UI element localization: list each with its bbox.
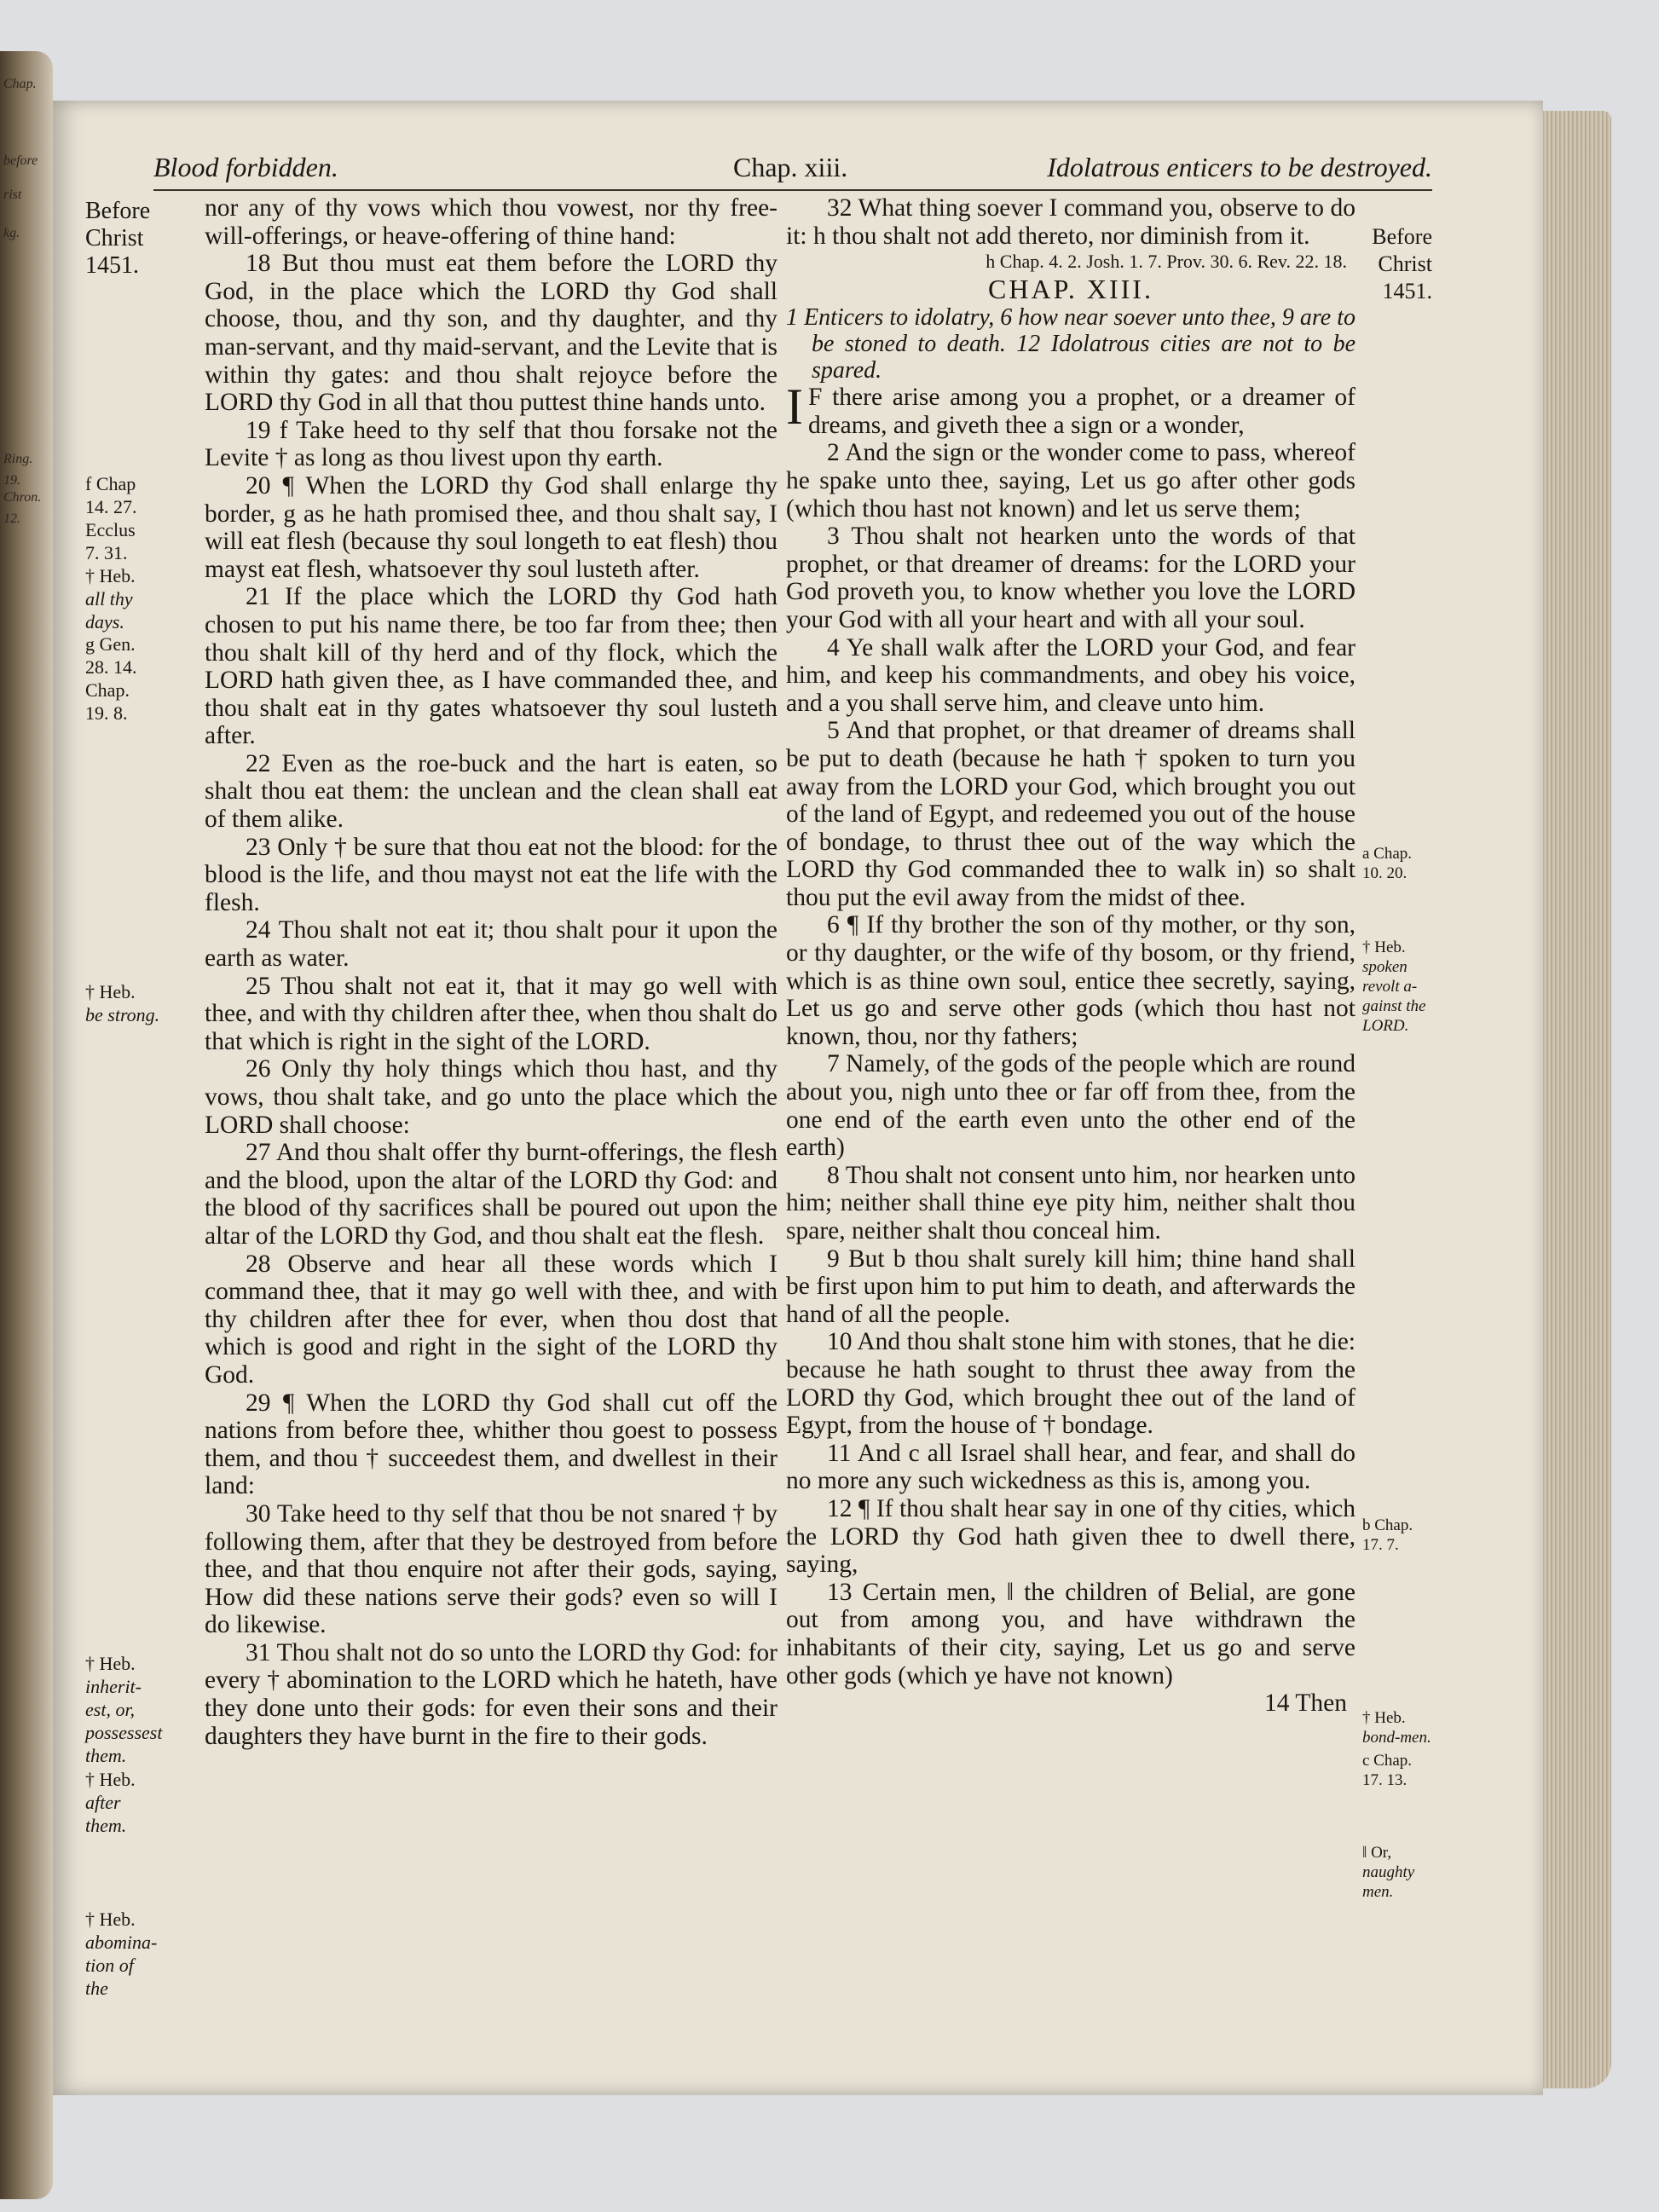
margin-note [85,1768,194,1837]
note-line: 19. 8. [85,702,128,724]
fragment-line: Chron. [3,490,42,505]
note-line: men. [1362,1883,1394,1901]
note-line: naughty [1362,1863,1415,1881]
right-margin-notes [1362,801,1432,1995]
margin-note [85,632,194,725]
note-line: † Heb. [85,1909,136,1930]
verse: 9 But b thou shalt surely kill him; thine hand shall be first upon him to put him to death, and afterwards the hand of all the people. [786,1245,1356,1328]
verse: 31 Thou shalt not do so unto the LORD thy God: for every † abomination to the LORD which he hateth, have they done unto their gods: for even their sons and their daughters they have burnt in the fire to their gods. [205,1638,777,1750]
margin-note [85,980,194,1026]
verse: 3 Thou shalt not hearken unto the words of that prophet, or that dreamer of dreams: for the LORD your God proveth you, to know whether you love the LORD your God with all your heart and with all your soul. [786,523,1356,633]
note-line: after [85,1792,121,1813]
running-head-chapter: Chap. xiii. [733,152,848,182]
note-line: † Heb. [85,1769,136,1790]
note-line: † Heb. [85,565,136,586]
verse: 8 Thou shalt not consent unto him, nor hearken unto him; neither shall thine eye pity him, neither shalt thou spare, neither shalt thou conceal him. [786,1161,1356,1245]
left-margin-notes [85,194,194,2053]
margin-note [1362,1708,1434,1747]
running-head-right: Idolatrous enticers to be destroyed. [1047,152,1432,182]
note-line: the [85,1978,108,1999]
verse: 28 Observe and hear all these words which I command thee, that it may go well with thee, and with thy children after thee for ever, when thou dost that which is good and right in the sight of the LORD thy God. [205,1250,777,1389]
margin-note [85,472,194,564]
verse: 10 And thou shalt stone him with stones, that he die: because he hath sought to thrust thee away from the LORD thy God, which brought thee out of the land of Egypt, from the house of † bondage. [786,1328,1356,1440]
verse: 7 Namely, of the gods of the people which are round about you, nigh unto thee or far off from thee, from the one end of the earth even unto the other end of the earth) [786,1050,1356,1162]
fragment-line: rist [3,188,22,202]
note-line: abomina- [85,1932,158,1953]
note-line: possessest [85,1722,163,1743]
footnote: h Chap. 4. 2. Josh. 1. 7. Prov. 30. 6. Rev. 22. 18. [986,251,1347,273]
note-line: revolt a- [1362,978,1418,996]
era-before: Before [1372,224,1432,249]
verse: 30 Take heed to thy self that thou be not snared † by following them, after that they be destroyed from before thee, and that thou enquire not after their gods, saying, How did these nations serve their gods? even so will I do likewise. [205,1499,777,1639]
verse: 27 And thou shalt offer thy burnt-offerings, the flesh and the blood, upon the altar of the LORD thy God: and the blood of thy sacrifices shall be poured out upon the altar of the LORD thy God, and thou shalt eat the flesh. [205,1139,777,1250]
margin-note [1362,1843,1434,1902]
note-line: spoken [1362,958,1408,976]
verse: 23 Only † be sure that thou eat not the blood: for the blood is the life, and thou mayst not eat the life with the flesh. [205,833,777,916]
margin-note [85,1652,194,1767]
note-line: Chap. [85,679,130,701]
chapter-title: CHAP. XIII. [988,274,1153,305]
verse: 26 Only thy holy things which thou hast, and thy vows, thou shalt take, and go unto the place which the LORD shall choose: [205,1055,777,1139]
note-line: them. [85,1815,127,1836]
verse: 13 Certain men, ‖ the children of Belial, are gone out from among you, and have withdrawn the inhabitants of their city, saying, Let us go and serve other gods (which ye have not known) [786,1578,1356,1689]
note-line: b Chap. [1362,1516,1413,1534]
era-year: 1451. [85,252,139,279]
verse: 12 ¶ If thou shalt hear say in one of thy cities, which the LORD thy God hath given thee to dwell there, saying, [786,1494,1356,1579]
note-line: 7. 31. [85,542,128,563]
running-head [153,152,1432,194]
verse: 24 Thou shalt not eat it; thou shalt pour it upon the earth as water. [205,916,777,973]
fragment-line: 19. [3,473,20,488]
note-line: all thy [85,588,133,609]
margin-note [85,564,194,633]
note-line: a Chap. [1362,845,1413,863]
note-line: days. [85,611,124,632]
right-era-label [1330,223,1432,305]
verse: 2 And the sign or the wonder come to pass, whereof he spake unto thee, saying, Let us go after other gods (which thou hast not known) and let us serve them; [786,439,1356,523]
verse: 4 Ye shall walk after the LORD your God, and fear him, and keep his commandments, and obey his voice, and a you shall serve him, and cleave unto him. [786,633,1356,717]
note-line: LORD. [1362,1017,1409,1035]
note-line: them. [85,1745,127,1766]
note-line: g Gen. [85,633,136,655]
margin-note [1362,1751,1434,1790]
chapter-summary: 1 Enticers to idolatry, 6 how near soever unto thee, 9 are to be stoned to death. 12 Idolatrous cities are not to be spared. [786,304,1356,384]
note-line: † Heb. [1362,939,1406,956]
note-line: Ecclus [85,519,136,540]
verse-1 [786,378,1356,439]
fragment-line: Ring. [3,452,33,466]
note-line: 17. 13. [1362,1771,1408,1789]
note-line: f Chap [85,473,136,494]
note-line: † Heb. [85,1653,136,1674]
note-line: tion of [85,1955,134,1976]
fragment-line: Chap. [3,77,37,91]
era-christ: Christ [85,225,144,251]
note-line: † Heb. [1362,1709,1406,1727]
margin-note [85,1908,194,2000]
verse: 6 ¶ If thy brother the son of thy mother, or thy son, or thy daughter, or the wife of thy bosom, or thy friend, which is as thine own soul, entice thee secretly, saying, Let us go and serve other gods (which thou hast not known, thou, nor thy fathers; [786,911,1356,1050]
note-line: 10. 20. [1362,864,1408,882]
fragment-line: 12. [3,511,20,526]
verse: 20 ¶ When the LORD thy God shall enlarge thy border, g as he hath promised thee, and thou shalt say, I will eat flesh (because thy soul longeth to eat flesh) thou mayst eat flesh, whatsoever thy soul lusteth after. [205,471,777,583]
note-line: 17. 7. [1362,1536,1399,1554]
book-page-edges [1535,111,1611,2088]
note-line: bond-men. [1362,1729,1431,1747]
margin-note [1362,938,1434,1036]
verse: 25 Thou shalt not eat it, that it may go well with thee, and with thy children after thee, when thou shalt do that which is right in the sight of the LORD. [205,972,777,1055]
note-line: ‖ Or, [1362,1844,1392,1862]
margin-note [1362,844,1434,883]
note-line: 14. 27. [85,496,137,517]
note-line: be strong. [85,1004,160,1025]
verse: 18 But thou must eat them before the LORD thy God, in the place which the LORD thy God shall choose, thou, and thy son, and thy daughter, and thy man-servant, and thy maid-servant, and the Levite that is within thy gates: and thou shalt rejoyce before the LORD thy God in all that thou puttest thine hands unto. [205,250,777,417]
note-line: inherit- [85,1676,142,1697]
left-text-column [205,194,777,2070]
verse: 19 f Take heed to thy self that thou forsake not the Levite † as long as thou livest upon thy earth. [205,416,777,472]
era-year: 1451. [1382,279,1432,303]
right-text-column [786,194,1356,2070]
margin-note [1362,1516,1434,1555]
verse: 5 And that prophet, or that dreamer of dreams shall be put to death (because he hath † spoken to turn you away from the LORD your God, which brought you out of the land of Egypt, and redeemed you out of the house of bondage, to thrust thee out of the way which the LORD thy God commanded thee to walk in) so shalt thou put the evil away from the midst of thee. [786,717,1356,911]
header-rule [153,189,1432,191]
note-line: est, or, [85,1699,136,1720]
note-line: c Chap. [1362,1752,1413,1770]
fragment-line: before [3,153,38,168]
verse-1-text: F there arise among you a prophet, or a dreamer of dreams, and giveth thee a sign or a wonder, [807,384,1356,439]
verse: 22 Even as the roe-buck and the hart is eaten, so shalt thou eat them: the unclean and the clean shall eat of them alike. [205,749,777,834]
era-christ: Christ [1378,251,1432,276]
verse: 11 And c all Israel shall hear, and fear, and shall do no more any such wickedness as this is, among you. [786,1439,1356,1495]
note-line: 28. 14. [85,656,137,678]
running-head-left: Blood forbidden. [153,152,338,182]
verse: 29 ¶ When the LORD thy God shall cut off the nations from before thee, whither thou goest to possess them, and thou † succeedest them, and dwellest in their land: [205,1389,777,1500]
note-line: gainst the [1362,997,1426,1015]
catchword: 14 Then [1264,1689,1347,1718]
verse: 21 If the place which the LORD thy God hath chosen to put his name there, be too far from thee; then thou shalt kill of thy herd and of thy flock, which the LORD hath given thee, as I have commanded thee, and thou shalt eat in thy gates whatsoever thy soul lusteth after. [205,583,777,750]
fragment-line: kg. [3,226,20,240]
drop-cap: I [786,378,803,436]
verse: nor any of thy vows which thou vowest, nor thy free-will-offerings, or heave-offering of thine hand: [205,194,777,250]
era-before: Before [85,198,151,224]
verse: 32 What thing soever I command you, observe to do it: h thou shalt not add thereto, nor diminish from it. [786,194,1356,250]
previous-page-fragment [0,60,48,2174]
note-line: † Heb. [85,981,136,1002]
